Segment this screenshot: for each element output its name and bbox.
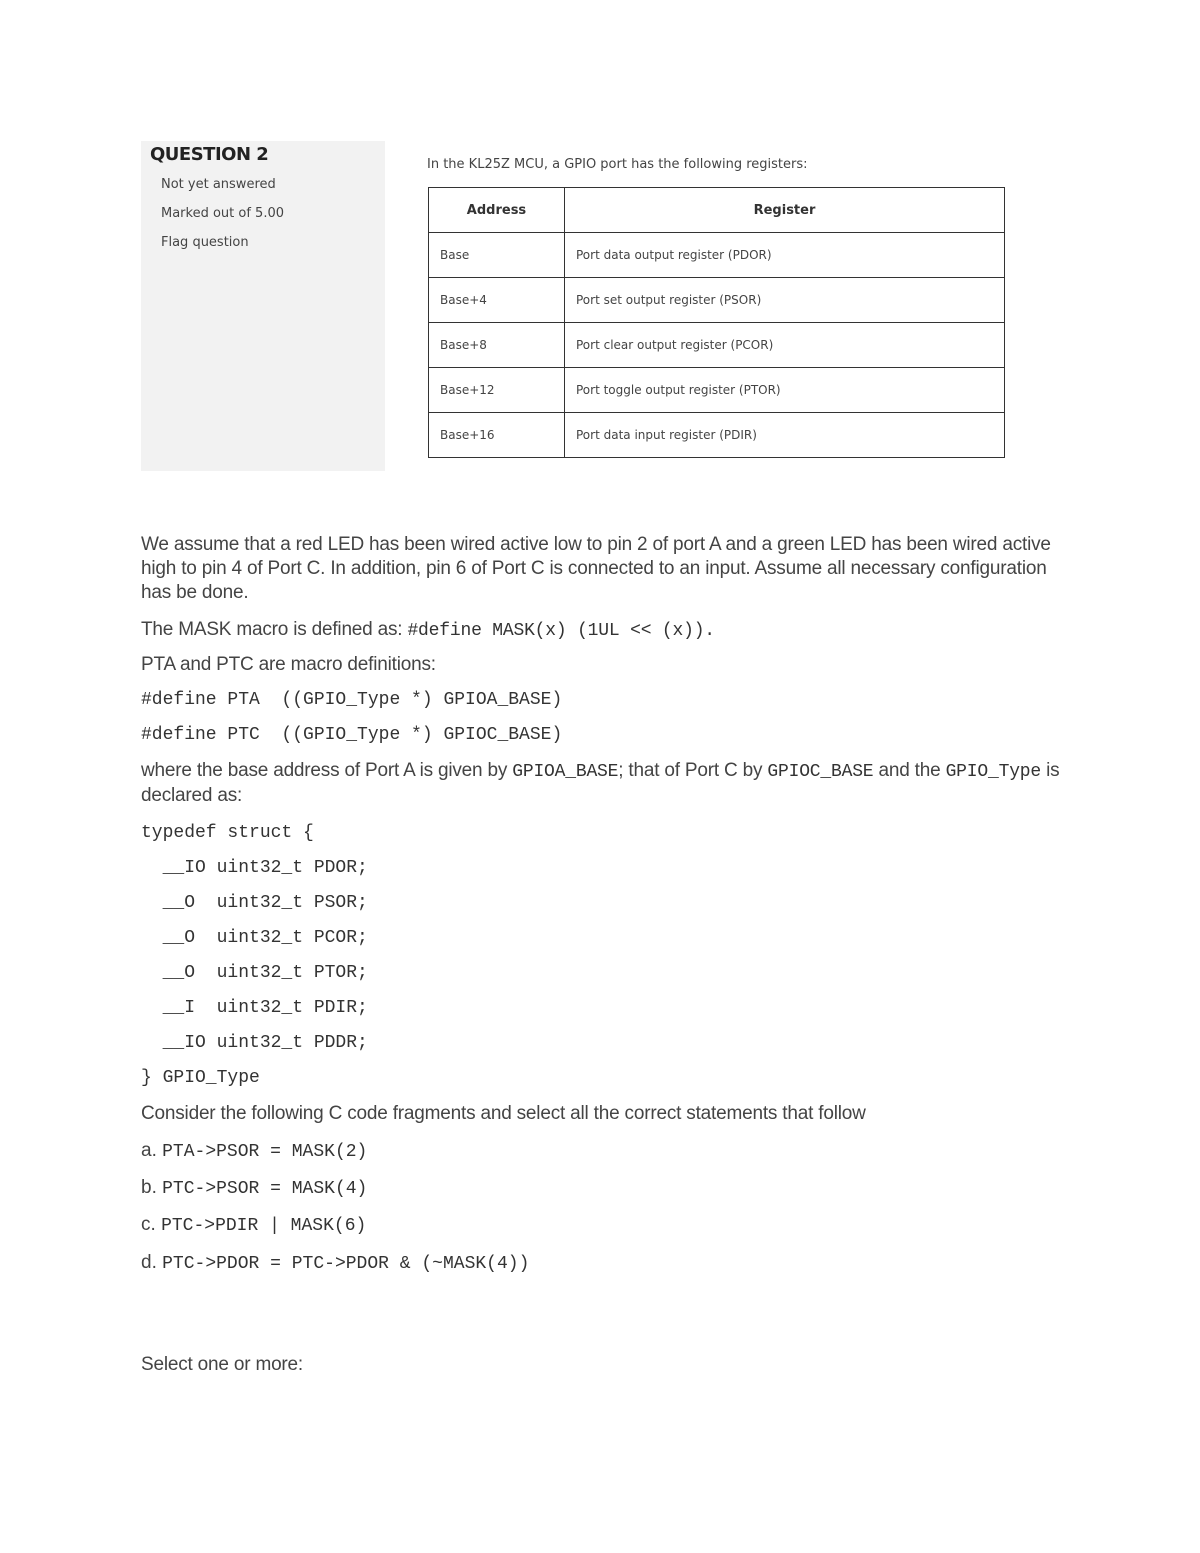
table-row (429, 278, 1005, 323)
table-header-address: Address (429, 188, 565, 233)
table-cell-address: Base+16 (429, 413, 565, 458)
gpio-type-code: GPIO_Type (945, 762, 1041, 782)
option-code: PTA->PSOR = MASK(2) (162, 1142, 368, 1162)
table-cell-register: Port toggle output register (PTOR) (565, 368, 1005, 413)
option-letter: c. (141, 1214, 162, 1235)
consider-instruction: Consider the following C code fragments and select all the correct statements that follow (141, 1103, 866, 1124)
table-row (429, 233, 1005, 278)
question-info-panel (141, 141, 385, 471)
table-cell-register: Port set output register (PSOR) (565, 278, 1005, 323)
option-letter: d. (141, 1252, 163, 1273)
table-header-row (429, 188, 1005, 233)
table-row (429, 368, 1005, 413)
struct-code-line: __I uint32_t PDIR; (141, 998, 368, 1018)
struct-code-line: } GPIO_Type (141, 1068, 260, 1088)
table-row (429, 413, 1005, 458)
option-code: PTC->PDOR = PTC->PDOR & (~MASK(4)) (162, 1254, 530, 1274)
mask-macro-line (141, 618, 715, 643)
define-ptc-code: #define PTC ((GPIO_Type *) GPIOC_BASE) (141, 725, 563, 745)
question-status: Not yet answered (161, 177, 276, 192)
base-desc-text: and the (873, 760, 946, 781)
table-cell-address: Base (429, 233, 565, 278)
base-address-description (141, 759, 1061, 808)
mask-macro-code: #define MASK(x) (1UL << (x)). (407, 621, 715, 641)
table-cell-register: Port clear output register (PCOR) (565, 323, 1005, 368)
option-b[interactable] (141, 1176, 367, 1201)
macro-intro: PTA and PTC are macro definitions: (141, 654, 436, 675)
base-desc-text: is declared as: (141, 760, 1060, 806)
mask-macro-text: The MASK macro is defined as: (141, 619, 408, 640)
register-table (428, 187, 1005, 458)
table-cell-address: Base+12 (429, 368, 565, 413)
base-desc-text: ; that of Port C by (618, 760, 768, 781)
led-wiring-paragraph: We assume that a red LED has been wired active low to pin 2 of port A and a green LED has been wired active high to pin 4 of Port C. In addition, pin 6 of Port C is connected to an input. Assume all necessary configuration has be done. (141, 534, 1051, 603)
base-desc-text: where the base address of Port A is given by (141, 760, 513, 781)
question-marks: Marked out of 5.00 (161, 206, 285, 221)
struct-code-line: __IO uint32_t PDDR; (141, 1033, 368, 1053)
gpioa-base-code: GPIOA_BASE (512, 762, 619, 782)
option-c[interactable] (141, 1213, 366, 1238)
table-intro: In the KL25Z MCU, a GPIO port has the following registers: (427, 157, 808, 172)
option-letter: b. (141, 1177, 163, 1198)
table-cell-address: Base+4 (429, 278, 565, 323)
flag-question-link[interactable]: Flag question (161, 235, 249, 250)
table-header-register: Register (565, 188, 1005, 233)
table-cell-register: Port data input register (PDIR) (565, 413, 1005, 458)
define-pta-code: #define PTA ((GPIO_Type *) GPIOA_BASE) (141, 690, 563, 710)
option-letter: a. (141, 1140, 163, 1161)
option-code: PTC->PSOR = MASK(4) (162, 1179, 368, 1199)
struct-code-line: typedef struct { (141, 823, 314, 843)
question-number: QUESTION 2 (150, 144, 269, 165)
table-row (429, 323, 1005, 368)
gpioc-base-code: GPIOC_BASE (767, 762, 874, 782)
table-cell-register: Port data output register (PDOR) (565, 233, 1005, 278)
option-d[interactable] (141, 1251, 529, 1276)
option-a[interactable] (141, 1139, 367, 1164)
struct-code-line: __O uint32_t PTOR; (141, 963, 368, 983)
option-code: PTC->PDIR | MASK(6) (161, 1216, 367, 1236)
struct-code-line: __O uint32_t PSOR; (141, 893, 368, 913)
struct-code-line: __O uint32_t PCOR; (141, 928, 368, 948)
struct-code-line: __IO uint32_t PDOR; (141, 858, 368, 878)
table-cell-address: Base+8 (429, 323, 565, 368)
select-prompt: Select one or more: (141, 1354, 304, 1375)
